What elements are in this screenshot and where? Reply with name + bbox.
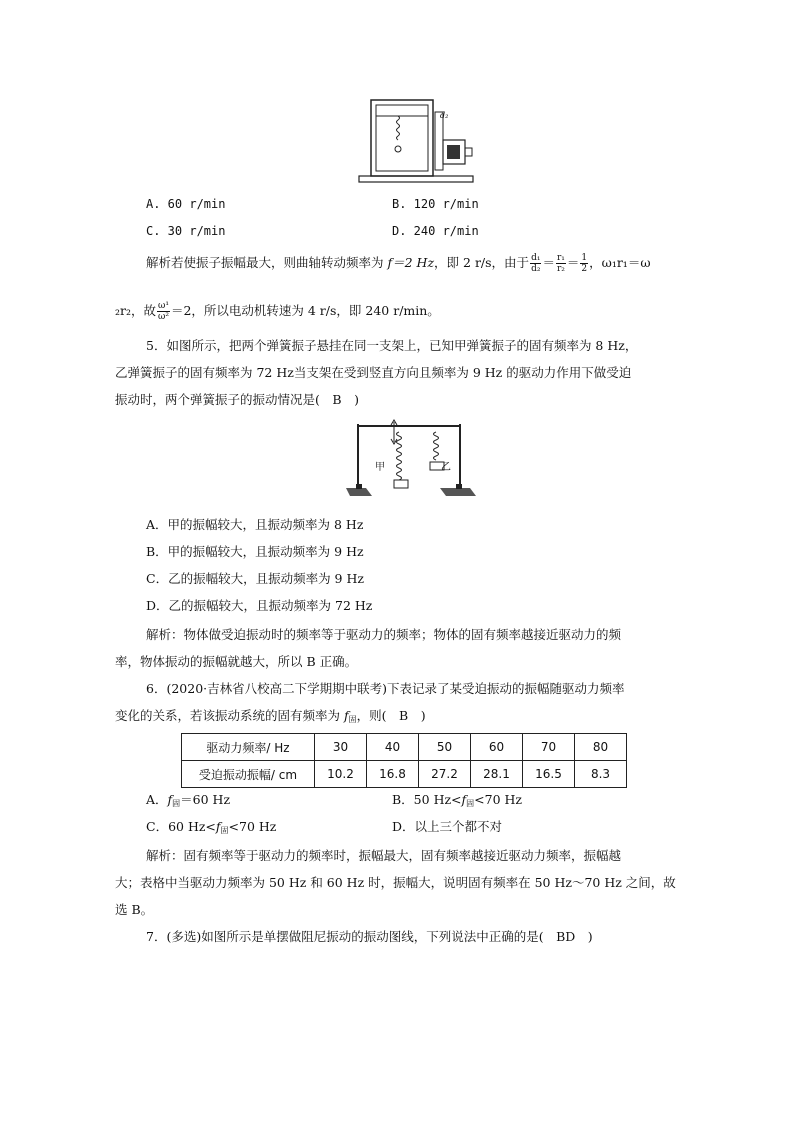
q4-apparatus-figure bbox=[355, 98, 475, 184]
q5-option-d: D．乙的振幅较大，且振动频率为 72 Hz bbox=[146, 598, 373, 613]
q5-option-b: B．甲的振幅较大，且振动频率为 9 Hz bbox=[146, 544, 364, 559]
q4-analysis-text-a: 解析若使振子振幅最大，则曲轴转动频率为 bbox=[146, 255, 384, 270]
q5-option-a: A．甲的振幅较大，且振动频率为 8 Hz bbox=[146, 517, 364, 532]
q6-analysis-line2: 大；表格中当驱动力频率为 50 Hz 和 60 Hz 时，振幅大，说明固有频率在 50 Hz～70 Hz 之间，故 bbox=[115, 875, 676, 890]
q6-stem-line1: 6．(2020·吉林省八校高二下学期期中联考)下表记录了某受迫振动的振幅随驱动力频率 bbox=[146, 681, 625, 696]
q6-option-b: B．50 $Hz<f_固<70$ Hz bbox=[392, 792, 523, 808]
q4-option-d: D. 240 r/min bbox=[392, 224, 479, 238]
q4-analysis-text-c: ，即 2 r/s，由于 bbox=[434, 255, 530, 270]
q6-table bbox=[181, 733, 627, 788]
q6-stem-line2: 变化的关系，若该振动系统的固有频率为 $f_固$，则( B ) bbox=[115, 708, 426, 724]
q4-analysis-line1: 解析若使振子振幅最大，则曲轴转动频率为 f＝2 Hz，即 2 r/s，由于 $\frac{\text{d₁}}{\text{d₂}}$ ＝ $\frac{\text{r₁}}{\text{r₂}}$ ＝ $\frac{1}{2}$ ，ω₁r₁＝ω bbox=[146, 253, 651, 274]
q4-option-b: B. 120 r/min bbox=[392, 197, 479, 211]
q5-stem-line2: 乙弹簧振子的固有频率为 72 Hz当支架在受到竖直方向且频率为 9 Hz 的驱动力作用下做受迫 bbox=[115, 365, 632, 380]
q6-option-a: A．$f_固=60$ Hz bbox=[146, 792, 231, 808]
q4-analysis-line2 bbox=[115, 301, 440, 322]
table-row bbox=[182, 761, 627, 788]
q5-label-yi: 乙 bbox=[441, 462, 451, 473]
q4-analysis-text-f: ＝2，所以电动机转速为 4 r/s，即 240 r/min。 bbox=[170, 303, 440, 318]
q5-springs-figure bbox=[344, 418, 484, 502]
q5-stem-line3: 振动时，两个弹簧振子的振动情况是( B ) bbox=[115, 392, 359, 407]
q6-freq-cell: 80 bbox=[575, 734, 627, 761]
q5-stem-line1: 5．如图所示，把两个弹簧振子悬挂在同一支架上，已知甲弹簧振子的固有频率为 8 Hz， bbox=[146, 338, 638, 353]
q5-label-jia: 甲 bbox=[375, 462, 385, 473]
q4-fraction-d: $\frac{\text{d₁}}{\text{d₂}}$ bbox=[531, 253, 541, 274]
table-row bbox=[182, 734, 627, 761]
q6-amp-cell: 16.8 bbox=[367, 761, 419, 788]
q6-freq-cell: 60 bbox=[471, 734, 523, 761]
q6-data-table bbox=[181, 733, 627, 788]
q4-figure-svg bbox=[355, 98, 475, 184]
q6-analysis-line1: 解析：固有频率等于驱动力的频率时，振幅最大，固有频率越接近驱动力频率，振幅越 bbox=[146, 848, 622, 863]
q4-fraction-half: $\frac{1}{2}$ bbox=[581, 253, 588, 274]
q6-amp-cell: 10.2 bbox=[315, 761, 367, 788]
q4-fraction-r: $\frac{\text{r₁}}{\text{r₂}}$ bbox=[556, 253, 565, 274]
q6-freq-cell: 70 bbox=[523, 734, 575, 761]
q6-amp-cell: 28.1 bbox=[471, 761, 523, 788]
q5-figure-svg bbox=[344, 418, 484, 502]
q6-freq-cell: 30 bbox=[315, 734, 367, 761]
q5-analysis-line2: 率，物体振动的振幅就越大，所以 B 正确。 bbox=[115, 654, 358, 669]
q5-option-c: C．乙的振幅较大，且振动频率为 9 Hz bbox=[146, 571, 364, 586]
q4-fraction-omega: $\frac{\text{ω¹}}{\text{ω²}}$ bbox=[158, 301, 169, 322]
q6-freq-cell: 50 bbox=[419, 734, 471, 761]
q4-analysis-freq: f＝2 Hz bbox=[387, 255, 435, 270]
q4-analysis-text-d: ，ω₁r₁＝ω bbox=[589, 255, 651, 270]
q7-stem-line1: 7．(多选)如图所示是单摆做阻尼振动的振动图线，下列说法中正确的是( BD ) bbox=[146, 929, 593, 944]
q4-option-c: C. 30 r/min bbox=[146, 224, 226, 238]
q6-analysis-line3: 选 B。 bbox=[115, 902, 154, 917]
q6-row2-header: 受迫振动振幅/ cm bbox=[182, 761, 315, 788]
q4-analysis-text-e: ₂r₂，故 bbox=[115, 303, 156, 318]
q6-amp-cell: 16.5 bbox=[523, 761, 575, 788]
q6-option-c: C．60 $Hz<f_固<70$ Hz bbox=[146, 819, 277, 835]
q4-figure-label: d₂ bbox=[440, 111, 449, 120]
q4-option-a: A. 60 r/min bbox=[146, 197, 226, 211]
q6-option-d: D．以上三个都不对 bbox=[392, 819, 503, 834]
q6-amp-cell: 8.3 bbox=[575, 761, 627, 788]
q6-row1-header: 驱动力频率/ Hz bbox=[182, 734, 315, 761]
q6-amp-cell: 27.2 bbox=[419, 761, 471, 788]
q6-freq-cell: 40 bbox=[367, 734, 419, 761]
q5-analysis-line1: 解析：物体做受迫振动时的频率等于驱动力的频率；物体的固有频率越接近驱动力的频 bbox=[146, 627, 622, 642]
